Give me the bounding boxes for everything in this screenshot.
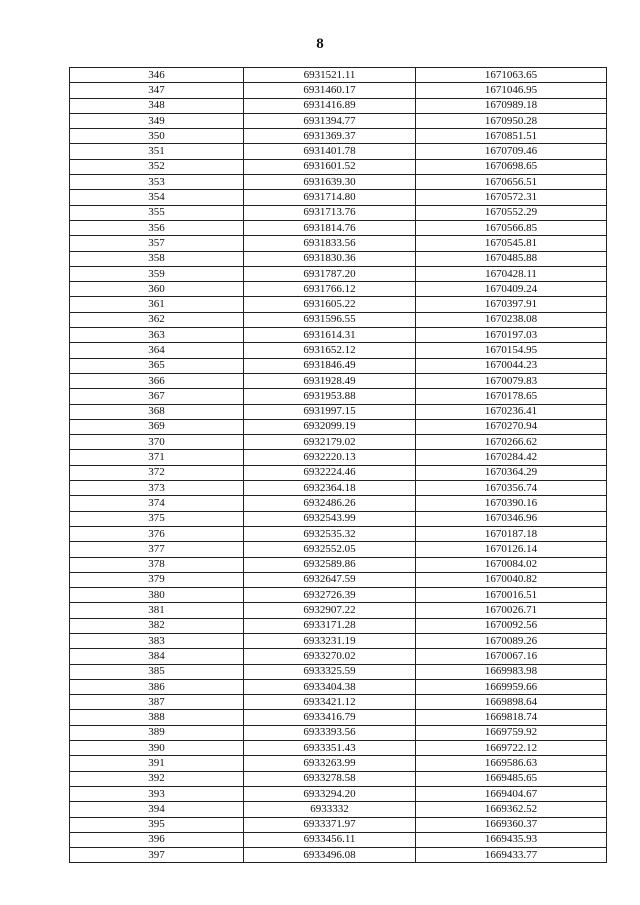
table-row (70, 572, 607, 587)
x-coordinate-cell: 6931596.55 (244, 312, 416, 327)
point-number-cell: 376 (70, 526, 244, 541)
table-row (70, 68, 607, 83)
x-coordinate-cell: 6933456.11 (244, 832, 416, 847)
table-row (70, 603, 607, 618)
point-number-cell: 359 (70, 266, 244, 281)
table-row (70, 649, 607, 664)
point-number-cell: 365 (70, 358, 244, 373)
table-row (70, 710, 607, 725)
y-coordinate-cell: 1669586.63 (416, 756, 607, 771)
x-coordinate-cell: 6933496.08 (244, 848, 416, 863)
point-number-cell: 392 (70, 771, 244, 786)
y-coordinate-cell: 1669722.12 (416, 741, 607, 756)
point-number-cell: 368 (70, 404, 244, 419)
x-coordinate-cell: 6931714.80 (244, 190, 416, 205)
point-number-cell: 367 (70, 389, 244, 404)
x-coordinate-cell: 6933171.28 (244, 618, 416, 633)
point-number-cell: 353 (70, 175, 244, 190)
y-coordinate-cell: 1670084.02 (416, 557, 607, 572)
point-number-cell: 351 (70, 144, 244, 159)
table-row (70, 725, 607, 740)
point-number-cell: 358 (70, 251, 244, 266)
table-row (70, 435, 607, 450)
point-number-cell: 354 (70, 190, 244, 205)
point-number-cell: 395 (70, 817, 244, 832)
y-coordinate-cell: 1670270.94 (416, 419, 607, 434)
table-row (70, 771, 607, 786)
x-coordinate-cell: 6932589.86 (244, 557, 416, 572)
y-coordinate-cell: 1670552.29 (416, 205, 607, 220)
point-number-cell: 382 (70, 618, 244, 633)
y-coordinate-cell: 1670485.88 (416, 251, 607, 266)
x-coordinate-cell: 6932364.18 (244, 481, 416, 496)
point-number-cell: 360 (70, 282, 244, 297)
x-coordinate-cell: 6932220.13 (244, 450, 416, 465)
y-coordinate-cell: 1670390.16 (416, 496, 607, 511)
coordinates-table (69, 67, 607, 863)
y-coordinate-cell: 1669983.98 (416, 664, 607, 679)
point-number-cell: 362 (70, 312, 244, 327)
x-coordinate-cell: 6933416.79 (244, 710, 416, 725)
point-number-cell: 374 (70, 496, 244, 511)
table-row (70, 113, 607, 128)
x-coordinate-cell: 6932179.02 (244, 435, 416, 450)
x-coordinate-cell: 6931416.89 (244, 98, 416, 113)
x-coordinate-cell: 6931814.76 (244, 220, 416, 235)
x-coordinate-cell: 6933270.02 (244, 649, 416, 664)
table-row (70, 664, 607, 679)
point-number-cell: 379 (70, 572, 244, 587)
x-coordinate-cell: 6932543.99 (244, 511, 416, 526)
table-row (70, 786, 607, 801)
y-coordinate-cell: 1670364.29 (416, 465, 607, 480)
table-row (70, 389, 607, 404)
x-coordinate-cell: 6932552.05 (244, 542, 416, 557)
table-row (70, 251, 607, 266)
table-row (70, 817, 607, 832)
table-row (70, 343, 607, 358)
table-row (70, 465, 607, 480)
point-number-cell: 390 (70, 741, 244, 756)
table-row (70, 633, 607, 648)
x-coordinate-cell: 6933351.43 (244, 741, 416, 756)
table-row (70, 404, 607, 419)
table-row (70, 618, 607, 633)
table-row (70, 266, 607, 281)
x-coordinate-cell: 6931846.49 (244, 358, 416, 373)
table-row (70, 679, 607, 694)
point-number-cell: 352 (70, 159, 244, 174)
x-coordinate-cell: 6933371.97 (244, 817, 416, 832)
table-row (70, 297, 607, 312)
y-coordinate-cell: 1669818.74 (416, 710, 607, 725)
x-coordinate-cell: 6931394.77 (244, 113, 416, 128)
y-coordinate-cell: 1670397.91 (416, 297, 607, 312)
table-row (70, 741, 607, 756)
y-coordinate-cell: 1669360.37 (416, 817, 607, 832)
point-number-cell: 355 (70, 205, 244, 220)
table-row (70, 481, 607, 496)
x-coordinate-cell: 6931997.15 (244, 404, 416, 419)
y-coordinate-cell: 1670709.46 (416, 144, 607, 159)
point-number-cell: 375 (70, 511, 244, 526)
x-coordinate-cell: 6931713.76 (244, 205, 416, 220)
x-coordinate-cell: 6931830.36 (244, 251, 416, 266)
point-number-cell: 370 (70, 435, 244, 450)
x-coordinate-cell: 6931928.49 (244, 373, 416, 388)
y-coordinate-cell: 1670154.95 (416, 343, 607, 358)
table-row (70, 450, 607, 465)
table-row (70, 557, 607, 572)
table-row (70, 312, 607, 327)
x-coordinate-cell: 6931953.88 (244, 389, 416, 404)
point-number-cell: 393 (70, 786, 244, 801)
table-row (70, 373, 607, 388)
point-number-cell: 381 (70, 603, 244, 618)
x-coordinate-cell: 6931601.52 (244, 159, 416, 174)
table-row (70, 159, 607, 174)
y-coordinate-cell: 1669362.52 (416, 802, 607, 817)
point-number-cell: 386 (70, 679, 244, 694)
y-coordinate-cell: 1670197.03 (416, 328, 607, 343)
y-coordinate-cell: 1670187.18 (416, 526, 607, 541)
x-coordinate-cell: 6932535.32 (244, 526, 416, 541)
y-coordinate-cell: 1670656.51 (416, 175, 607, 190)
point-number-cell: 346 (70, 68, 244, 83)
point-number-cell: 363 (70, 328, 244, 343)
x-coordinate-cell: 6933404.38 (244, 679, 416, 694)
x-coordinate-cell: 6931460.17 (244, 83, 416, 98)
point-number-cell: 385 (70, 664, 244, 679)
table-row (70, 419, 607, 434)
x-coordinate-cell: 6931787.20 (244, 266, 416, 281)
coordinates-table-body (70, 68, 607, 863)
y-coordinate-cell: 1670266.62 (416, 435, 607, 450)
point-number-cell: 397 (70, 848, 244, 863)
x-coordinate-cell: 6932726.39 (244, 588, 416, 603)
y-coordinate-cell: 1670545.81 (416, 236, 607, 251)
table-row (70, 98, 607, 113)
table-row (70, 695, 607, 710)
y-coordinate-cell: 1670238.08 (416, 312, 607, 327)
x-coordinate-cell: 6933231.19 (244, 633, 416, 648)
point-number-cell: 387 (70, 695, 244, 710)
y-coordinate-cell: 1670346.96 (416, 511, 607, 526)
point-number-cell: 372 (70, 465, 244, 480)
x-coordinate-cell: 6931639.30 (244, 175, 416, 190)
y-coordinate-cell: 1670989.18 (416, 98, 607, 113)
table-row (70, 175, 607, 190)
table-row (70, 129, 607, 144)
x-coordinate-cell: 6931833.56 (244, 236, 416, 251)
x-coordinate-cell: 6933332 (244, 802, 416, 817)
table-row (70, 848, 607, 863)
y-coordinate-cell: 1670698.65 (416, 159, 607, 174)
x-coordinate-cell: 6931521.11 (244, 68, 416, 83)
x-coordinate-cell: 6931401.78 (244, 144, 416, 159)
point-number-cell: 357 (70, 236, 244, 251)
x-coordinate-cell: 6932224.46 (244, 465, 416, 480)
y-coordinate-cell: 1669433.77 (416, 848, 607, 863)
x-coordinate-cell: 6933263.99 (244, 756, 416, 771)
point-number-cell: 364 (70, 343, 244, 358)
y-coordinate-cell: 1670356.74 (416, 481, 607, 496)
point-number-cell: 347 (70, 83, 244, 98)
point-number-cell: 389 (70, 725, 244, 740)
table-row (70, 236, 607, 251)
y-coordinate-cell: 1669959.66 (416, 679, 607, 694)
y-coordinate-cell: 1670236.41 (416, 404, 607, 419)
x-coordinate-cell: 6932099.19 (244, 419, 416, 434)
table-row (70, 832, 607, 847)
point-number-cell: 380 (70, 588, 244, 603)
y-coordinate-cell: 1670016.51 (416, 588, 607, 603)
x-coordinate-cell: 6933421.12 (244, 695, 416, 710)
y-coordinate-cell: 1670566.85 (416, 220, 607, 235)
table-row (70, 205, 607, 220)
y-coordinate-cell: 1671046.95 (416, 83, 607, 98)
point-number-cell: 366 (70, 373, 244, 388)
table-row (70, 802, 607, 817)
table-row (70, 220, 607, 235)
y-coordinate-cell: 1670092.56 (416, 618, 607, 633)
point-number-cell: 388 (70, 710, 244, 725)
y-coordinate-cell: 1670851.51 (416, 129, 607, 144)
y-coordinate-cell: 1670950.28 (416, 113, 607, 128)
y-coordinate-cell: 1670178.65 (416, 389, 607, 404)
point-number-cell: 377 (70, 542, 244, 557)
y-coordinate-cell: 1670044.23 (416, 358, 607, 373)
y-coordinate-cell: 1670572.31 (416, 190, 607, 205)
x-coordinate-cell: 6931652.12 (244, 343, 416, 358)
table-row (70, 83, 607, 98)
x-coordinate-cell: 6933325.59 (244, 664, 416, 679)
point-number-cell: 371 (70, 450, 244, 465)
x-coordinate-cell: 6932486.26 (244, 496, 416, 511)
x-coordinate-cell: 6932647.59 (244, 572, 416, 587)
y-coordinate-cell: 1670079.83 (416, 373, 607, 388)
y-coordinate-cell: 1670089.26 (416, 633, 607, 648)
x-coordinate-cell: 6932907.22 (244, 603, 416, 618)
table-row (70, 144, 607, 159)
y-coordinate-cell: 1669404.67 (416, 786, 607, 801)
point-number-cell: 396 (70, 832, 244, 847)
x-coordinate-cell: 6933278.58 (244, 771, 416, 786)
y-coordinate-cell: 1669485.65 (416, 771, 607, 786)
y-coordinate-cell: 1670428.11 (416, 266, 607, 281)
point-number-cell: 373 (70, 481, 244, 496)
y-coordinate-cell: 1670409.24 (416, 282, 607, 297)
x-coordinate-cell: 6933294.20 (244, 786, 416, 801)
table-row (70, 526, 607, 541)
y-coordinate-cell: 1671063.65 (416, 68, 607, 83)
page-number: 8 (316, 36, 324, 52)
table-row (70, 358, 607, 373)
table-row (70, 542, 607, 557)
point-number-cell: 394 (70, 802, 244, 817)
table-row (70, 190, 607, 205)
table-row (70, 282, 607, 297)
y-coordinate-cell: 1669435.93 (416, 832, 607, 847)
x-coordinate-cell: 6931369.37 (244, 129, 416, 144)
point-number-cell: 350 (70, 129, 244, 144)
point-number-cell: 356 (70, 220, 244, 235)
table-row (70, 511, 607, 526)
x-coordinate-cell: 6933393.56 (244, 725, 416, 740)
table-row (70, 496, 607, 511)
y-coordinate-cell: 1670026.71 (416, 603, 607, 618)
y-coordinate-cell: 1670284.42 (416, 450, 607, 465)
x-coordinate-cell: 6931766.12 (244, 282, 416, 297)
point-number-cell: 378 (70, 557, 244, 572)
x-coordinate-cell: 6931605.22 (244, 297, 416, 312)
y-coordinate-cell: 1670040.82 (416, 572, 607, 587)
point-number-cell: 349 (70, 113, 244, 128)
x-coordinate-cell: 6931614.31 (244, 328, 416, 343)
y-coordinate-cell: 1669759.92 (416, 725, 607, 740)
table-row (70, 588, 607, 603)
point-number-cell: 391 (70, 756, 244, 771)
y-coordinate-cell: 1669898.64 (416, 695, 607, 710)
y-coordinate-cell: 1670126.14 (416, 542, 607, 557)
table-row (70, 328, 607, 343)
table-row (70, 756, 607, 771)
y-coordinate-cell: 1670067.16 (416, 649, 607, 664)
point-number-cell: 384 (70, 649, 244, 664)
point-number-cell: 361 (70, 297, 244, 312)
point-number-cell: 348 (70, 98, 244, 113)
point-number-cell: 369 (70, 419, 244, 434)
point-number-cell: 383 (70, 633, 244, 648)
